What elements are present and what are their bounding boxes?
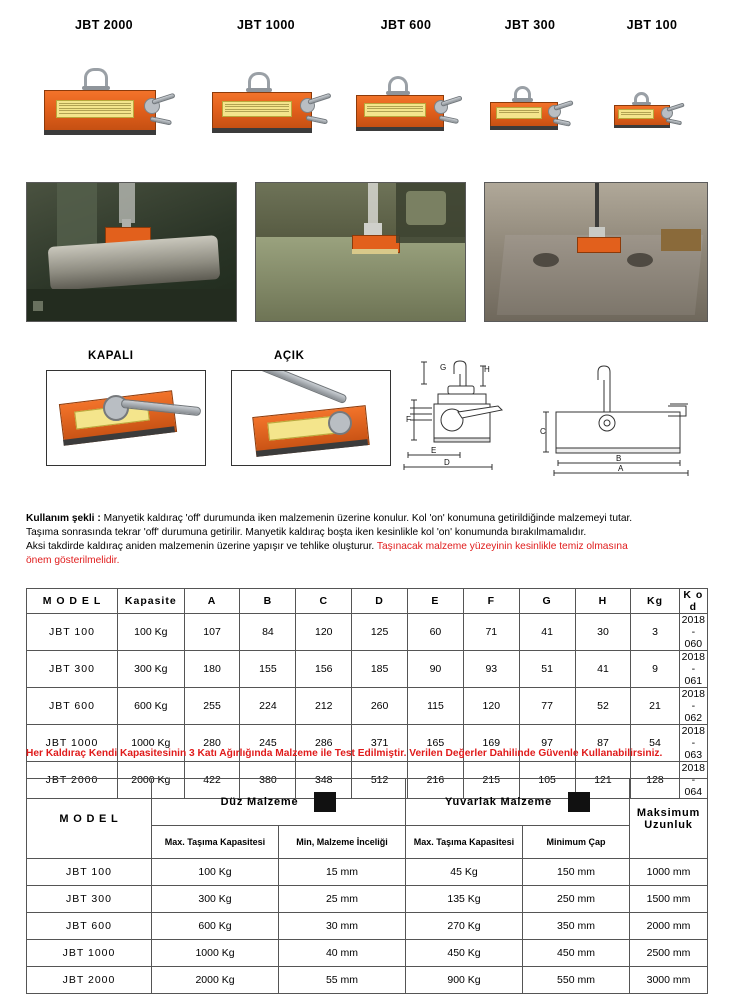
cell-h: 121 <box>575 762 631 799</box>
cell-kod: 2018 - 062 <box>679 688 707 725</box>
cell-b: 380 <box>240 762 296 799</box>
cell-round-capacity: 900 Kg <box>406 967 523 994</box>
col2-round-diameter: Minimum Çap <box>523 826 630 859</box>
cell-flat-thickness: 15 mm <box>279 859 406 886</box>
cell-h: 30 <box>575 614 631 651</box>
cell-round-capacity: 135 Kg <box>406 886 523 913</box>
cell-d: 125 <box>352 614 408 651</box>
cell-e: 216 <box>408 762 464 799</box>
cell-flat-capacity: 1000 Kg <box>152 940 279 967</box>
cell-model: JBT 1000 <box>27 725 118 762</box>
magnet-base <box>490 126 558 130</box>
cell-g: 97 <box>519 725 575 762</box>
cell-g: 51 <box>519 651 575 688</box>
product-jbt-2000 <box>34 18 174 146</box>
warning-label <box>618 109 654 119</box>
cell-e: 60 <box>408 614 464 651</box>
photo-lifting-pipe <box>26 182 237 322</box>
cell-a: 180 <box>184 651 240 688</box>
application-photos <box>26 182 708 322</box>
dim-label-e: E <box>431 446 437 455</box>
test-note: Her Kaldıraç Kendi Kapasitesinin 3 Katı Ağırlığında Malzeme ile Test Edilmiştir. Verilen Değerler Dahilinde Güvenle Kullanabilirsiniz. <box>26 748 663 759</box>
photo-lifting-plate <box>255 182 466 322</box>
usage-red-2: önem gösterilmelidir. <box>26 555 120 566</box>
cell-f: 71 <box>463 614 519 651</box>
col2-round <box>406 779 630 826</box>
cell-model: JBT 600 <box>27 913 152 940</box>
cell-round-diameter: 550 mm <box>523 967 630 994</box>
product-label: JBT 1000 <box>236 18 296 32</box>
col2-flat-thickness: Min, Malzeme İnceliği <box>279 826 406 859</box>
photo-closed-position <box>46 370 206 466</box>
col-d: D <box>352 589 408 614</box>
product-label: JBT 2000 <box>74 18 134 32</box>
cell-kg: 9 <box>631 651 679 688</box>
product-jbt-600 <box>346 18 466 146</box>
cell-model: JBT 1000 <box>27 940 152 967</box>
photo-lifting-slab <box>484 182 708 322</box>
cell-e: 115 <box>408 688 464 725</box>
col2-model: M O D E L <box>27 779 152 859</box>
cell-round-diameter: 150 mm <box>523 859 630 886</box>
cell-kapasite: 100 Kg <box>117 614 184 651</box>
cell-kg: 21 <box>631 688 679 725</box>
cell-flat-thickness: 30 mm <box>279 913 406 940</box>
col2-round-label: Yuvarlak Malzeme <box>445 796 552 808</box>
cell-c: 156 <box>296 651 352 688</box>
magnet-base <box>614 125 670 128</box>
cell-f: 169 <box>463 725 519 762</box>
product-row <box>0 18 733 168</box>
usage-red-1: Taşınacak malzeme yüzeyinin kesinlikle temiz olmasına <box>376 541 628 552</box>
product-jbt-1000 <box>200 18 332 146</box>
magnet-base <box>212 128 312 133</box>
col2-flat-label: Düz Malzeme <box>220 796 299 808</box>
cell-g: 77 <box>519 688 575 725</box>
cell-kod: 2018 - 064 <box>679 762 707 799</box>
cell-f: 215 <box>463 762 519 799</box>
table-row <box>27 913 708 940</box>
cell-flat-capacity: 300 Kg <box>152 886 279 913</box>
cell-kapasite: 2000 Kg <box>117 762 184 799</box>
operation-row <box>26 350 708 480</box>
col2-round-capacity: Max. Taşıma Kapasitesi <box>406 826 523 859</box>
cell-model: JBT 100 <box>27 859 152 886</box>
dimensions-table <box>26 588 708 799</box>
cell-kg: 54 <box>631 725 679 762</box>
table-row <box>27 967 708 994</box>
table-row <box>27 859 708 886</box>
col-model: M O D E L <box>27 589 118 614</box>
col-f: F <box>463 589 519 614</box>
cell-c: 348 <box>296 762 352 799</box>
cell-round-capacity: 450 Kg <box>406 940 523 967</box>
cell-f: 93 <box>463 651 519 688</box>
cell-b: 245 <box>240 725 296 762</box>
col-g: G <box>519 589 575 614</box>
cell-flat-thickness: 40 mm <box>279 940 406 967</box>
cell-d: 371 <box>352 725 408 762</box>
col2-flat-capacity: Max. Taşıma Kapasitesi <box>152 826 279 859</box>
col-kapasite: Kapasite <box>117 589 184 614</box>
cell-c: 212 <box>296 688 352 725</box>
dim-label-f: F <box>406 415 411 424</box>
cell-model: JBT 2000 <box>27 762 118 799</box>
cell-b: 84 <box>240 614 296 651</box>
col-a: A <box>184 589 240 614</box>
cell-max-length: 2500 mm <box>630 940 708 967</box>
cell-kapasite: 300 Kg <box>117 651 184 688</box>
warning-label <box>364 103 426 117</box>
usage-line-3: Aksi takdirde kaldıraç aniden malzemenin üzerine yapışır ve tehlike oluşturur. <box>26 541 375 552</box>
dim-label-b: B <box>616 454 622 463</box>
cell-kapasite: 1000 Kg <box>117 725 184 762</box>
lifter-illustration <box>200 36 332 146</box>
round-material-swatch-icon <box>568 792 590 812</box>
lifter-illustration <box>346 36 466 146</box>
cell-a: 107 <box>184 614 240 651</box>
caption-closed: KAPALI <box>88 350 134 362</box>
cell-kod: 2018 - 060 <box>679 614 707 651</box>
product-jbt-100 <box>604 18 700 146</box>
usage-line-2: Taşıma sonrasında tekrar 'off' durumuna getirilir. Manyetik kaldıraç boşta iken kesinlikle kol 'on' konumunda bırakılmamalıdır. <box>26 527 587 538</box>
usage-paragraph <box>26 512 708 568</box>
product-jbt-300 <box>480 18 580 146</box>
cell-kg: 3 <box>631 614 679 651</box>
warning-label <box>222 101 292 117</box>
product-label: JBT 300 <box>504 18 556 32</box>
dim-label-a: A <box>618 464 624 473</box>
col-e: E <box>408 589 464 614</box>
lifter-illustration <box>480 36 580 146</box>
col-h: H <box>575 589 631 614</box>
cell-kod: 2018 - 061 <box>679 651 707 688</box>
dim-label-d: D <box>444 458 450 467</box>
photo-open-position <box>231 370 391 466</box>
cell-model: JBT 300 <box>27 651 118 688</box>
col-b: B <box>240 589 296 614</box>
table-row <box>27 614 708 651</box>
usage-line-1: Manyetik kaldıraç 'off' durumunda iken malzemenin üzerine konulur. Kol 'on' konumuna getirildiğinde malzemeyi tutar. <box>103 513 633 524</box>
cell-model: JBT 300 <box>27 886 152 913</box>
col-c: C <box>296 589 352 614</box>
cell-a: 255 <box>184 688 240 725</box>
lifter-illustration <box>34 36 174 146</box>
cell-f: 120 <box>463 688 519 725</box>
cell-a: 422 <box>184 762 240 799</box>
cell-a: 280 <box>184 725 240 762</box>
cell-h: 52 <box>575 688 631 725</box>
cell-b: 155 <box>240 651 296 688</box>
cell-round-capacity: 270 Kg <box>406 913 523 940</box>
cell-flat-capacity: 2000 Kg <box>152 967 279 994</box>
lifter-illustration <box>604 36 700 146</box>
cell-flat-thickness: 55 mm <box>279 967 406 994</box>
warning-label <box>496 107 542 119</box>
table-header-row-main <box>27 779 708 826</box>
cell-g: 105 <box>519 762 575 799</box>
drawing-svg <box>398 360 698 480</box>
magnet-base <box>44 130 156 135</box>
warning-label <box>56 100 134 118</box>
lever-handle <box>666 103 684 112</box>
table-row <box>27 940 708 967</box>
material-capacity-table <box>26 778 708 994</box>
shackle-icon <box>84 68 108 88</box>
cell-h: 87 <box>575 725 631 762</box>
cell-d: 512 <box>352 762 408 799</box>
cell-model: JBT 100 <box>27 614 118 651</box>
cell-model: JBT 2000 <box>27 967 152 994</box>
cell-kg: 128 <box>631 762 679 799</box>
table-row <box>27 886 708 913</box>
cell-round-diameter: 250 mm <box>523 886 630 913</box>
cell-max-length: 1000 mm <box>630 859 708 886</box>
cell-flat-capacity: 100 Kg <box>152 859 279 886</box>
col-kod: K o d <box>679 589 707 614</box>
caption-open: AÇIK <box>274 350 305 362</box>
table-row <box>27 688 708 725</box>
cell-c: 286 <box>296 725 352 762</box>
usage-title: Kullanım şekli : <box>26 513 101 524</box>
technical-drawing <box>398 360 698 480</box>
cell-round-diameter: 350 mm <box>523 913 630 940</box>
col-kg: Kg <box>631 589 679 614</box>
cell-e: 90 <box>408 651 464 688</box>
dim-label-c: C <box>540 427 546 436</box>
cell-kod: 2018 - 063 <box>679 725 707 762</box>
dim-label-h: H <box>484 365 490 374</box>
cell-e: 165 <box>408 725 464 762</box>
table-row <box>27 651 708 688</box>
cell-g: 41 <box>519 614 575 651</box>
cell-round-diameter: 450 mm <box>523 940 630 967</box>
cell-flat-thickness: 25 mm <box>279 886 406 913</box>
cell-max-length: 3000 mm <box>630 967 708 994</box>
product-label: JBT 100 <box>626 18 678 32</box>
cell-model: JBT 600 <box>27 688 118 725</box>
cell-c: 120 <box>296 614 352 651</box>
cell-h: 41 <box>575 651 631 688</box>
magnet-base <box>356 127 444 131</box>
cell-round-capacity: 45 Kg <box>406 859 523 886</box>
cell-d: 185 <box>352 651 408 688</box>
cell-flat-capacity: 600 Kg <box>152 913 279 940</box>
cell-kapasite: 600 Kg <box>117 688 184 725</box>
flat-material-swatch-icon <box>314 792 336 812</box>
cell-max-length: 1500 mm <box>630 886 708 913</box>
table-header-row <box>27 589 708 614</box>
dim-label-g: G <box>440 363 447 372</box>
col2-flat <box>152 779 406 826</box>
cell-b: 224 <box>240 688 296 725</box>
product-label: JBT 600 <box>380 18 432 32</box>
col2-maxlen: Maksimum Uzunluk <box>630 779 708 859</box>
cell-max-length: 2000 mm <box>630 913 708 940</box>
cell-d: 260 <box>352 688 408 725</box>
